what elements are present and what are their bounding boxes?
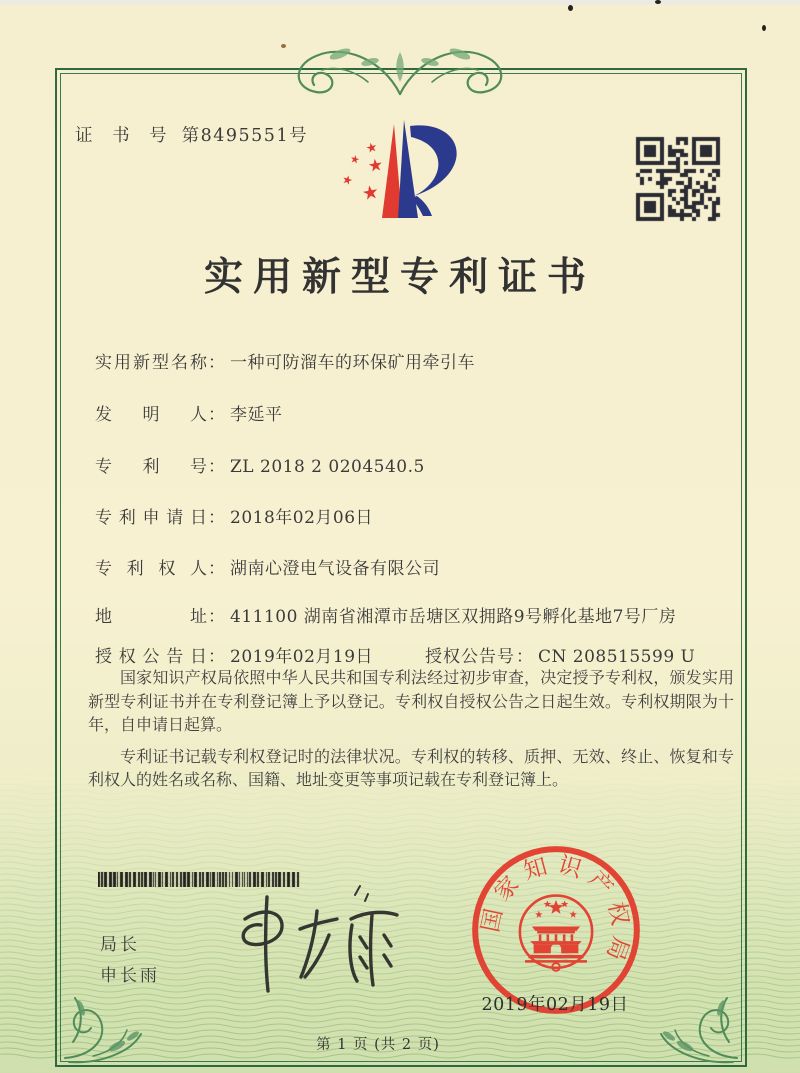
- star-icon: [549, 900, 564, 914]
- scan-speck: [568, 5, 573, 11]
- field-colon: ：: [208, 607, 225, 627]
- paragraph: 专利证书记载专利权登记时的法律状况。专利权的转移、质押、无效、终止、恢复和专利权人的姓名或名称、国籍、地址变更等事项记载在专利登记簿上。: [88, 746, 734, 789]
- field-colon: ：: [208, 457, 225, 477]
- field-colon: ：: [208, 647, 225, 667]
- field-row: [95, 348, 747, 373]
- field-colon: ：: [208, 508, 225, 528]
- field-label: 地址: [95, 607, 207, 627]
- field-label: 授权公告号: [425, 647, 515, 667]
- commissioner-name: 申长雨: [100, 966, 160, 986]
- page-number-footer: 第 1 页 (共 2 页): [316, 1037, 440, 1053]
- field-label: 发明人: [95, 405, 207, 425]
- field-pair-2: [425, 642, 695, 667]
- field-colon: ：: [208, 559, 225, 579]
- field-value: 411100 湖南省湘潭市岳塘区双拥路9号孵化基地7号厂房: [230, 607, 677, 627]
- certificate-title: 实用新型专利证书: [203, 254, 596, 300]
- field-row: [95, 503, 747, 528]
- seal-ring-text: 国家知识产权局: [476, 850, 636, 972]
- field-label: 专利号: [95, 457, 207, 477]
- star-icon: ★: [340, 171, 355, 189]
- bottom-right-flourish: [643, 944, 743, 1064]
- field-value: 一种可防溜车的环保矿用牵引车: [230, 353, 475, 373]
- star-icon: [570, 911, 577, 918]
- field-row: [95, 400, 747, 425]
- paragraph: 国家知识产权局依照中华人民共和国专利法经过初步审查，决定授予专利权，颁发实用新型专利证书并在专利登记簿上予以登记。专利权自授权公告之日起生效。专利权期限为十年，自申请日起算。: [88, 668, 734, 734]
- field-label: 专利权人: [95, 559, 207, 579]
- commissioner-signature: [205, 885, 415, 1000]
- field-value: ZL 2018 2 0204540.5: [230, 457, 425, 477]
- star-icon: ★: [348, 152, 362, 167]
- scan-speck: [762, 25, 766, 31]
- field-row: [95, 602, 747, 627]
- scan-speck: [281, 44, 286, 48]
- field-value: 2018年02月06日: [230, 508, 374, 528]
- field-label: 实用新型名称: [95, 353, 207, 373]
- star-icon: ★: [366, 155, 385, 177]
- field-row: [95, 554, 747, 579]
- certificate-number-label: 证 书 号: [75, 126, 174, 146]
- field-label: 授权公告日: [95, 647, 207, 667]
- field-colon: ：: [516, 647, 533, 667]
- field-label: 专利申请日: [95, 508, 207, 528]
- star-icon: ★: [364, 139, 380, 158]
- field-value: 李延平: [230, 405, 283, 425]
- field-row: [95, 642, 747, 667]
- commissioner-title: 局长: [100, 935, 140, 955]
- national-emblem-icon: [520, 896, 592, 971]
- field-colon: ：: [208, 353, 225, 373]
- body-text: [88, 666, 734, 800]
- certificate-number-value: 第8495551号: [181, 126, 309, 146]
- field-value: 2019年02月19日: [230, 647, 374, 667]
- star-icon: [535, 911, 542, 918]
- field-value: CN 208515599 U: [538, 647, 696, 667]
- scan-speck: [655, 0, 661, 4]
- star-icon: ★: [360, 180, 381, 206]
- seal-date: 2019年02月19日: [481, 995, 629, 1015]
- field-row: [95, 452, 747, 477]
- field-value: 湖南心澄电气设备有限公司: [230, 559, 440, 579]
- field-colon: ：: [208, 405, 225, 425]
